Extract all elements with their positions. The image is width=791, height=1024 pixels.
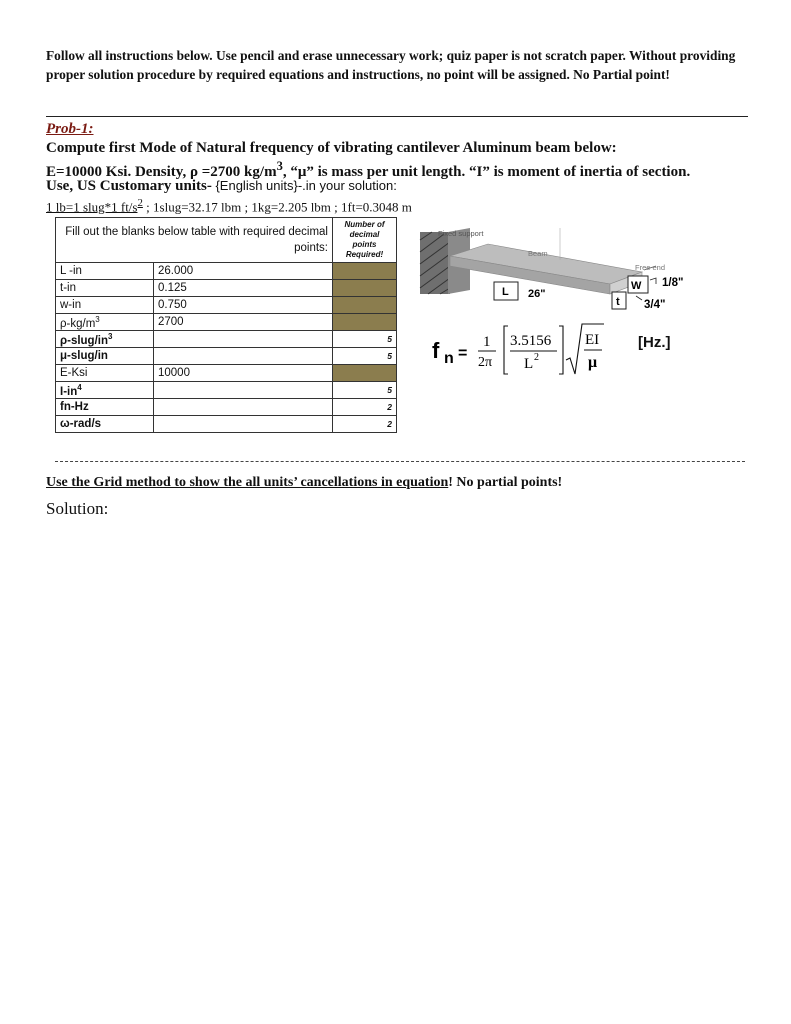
row-label — [56, 399, 154, 416]
formula-two-pi: 2π — [478, 355, 493, 370]
row-label-exponent: 3 — [108, 331, 113, 341]
row-label — [56, 382, 154, 399]
beam-label: Beam — [528, 249, 548, 258]
row-label — [56, 314, 154, 331]
row-label-text: ω-rad/s — [60, 418, 102, 430]
row-decimal-points: 5 — [333, 382, 397, 399]
formula-L: L — [524, 356, 534, 372]
table-row — [56, 365, 397, 382]
units-instruction-bold: Use, US Customary units- — [46, 178, 212, 194]
table-row — [56, 382, 397, 399]
row-label — [56, 348, 154, 365]
row-value[interactable]: 10000 — [154, 365, 333, 382]
row-decimal-points — [333, 280, 397, 297]
row-label — [56, 297, 154, 314]
bracket-right — [559, 326, 563, 374]
conversion-sup: 2 — [137, 197, 143, 209]
row-decimal-points: 2 — [333, 399, 397, 416]
row-value[interactable] — [154, 382, 333, 399]
row-value[interactable]: 0.750 — [154, 297, 333, 314]
table-header-row — [56, 218, 397, 263]
row-value[interactable]: 0.125 — [154, 280, 333, 297]
row-decimal-points — [333, 365, 397, 382]
table-row — [56, 263, 397, 280]
grid-method-rest: ! No partial points! — [448, 475, 563, 490]
width-value: 3/4" — [644, 299, 666, 311]
data-table — [55, 217, 397, 433]
table-header-main: Fill out the blanks below table with required decimal points: — [56, 218, 333, 263]
row-label-exponent: 4 — [77, 382, 82, 392]
dimension-arrow-thickness — [650, 278, 656, 284]
row-decimal-points: 5 — [333, 348, 397, 365]
cantilever-beam-figure — [410, 220, 700, 320]
row-value[interactable]: 26.000 — [154, 263, 333, 280]
formula-mu: μ — [588, 354, 598, 371]
problem-statement: Compute first Mode of Natural frequency of vibrating cantilever Aluminum beam below: — [46, 140, 617, 156]
row-label — [56, 416, 154, 433]
row-label-text: w-in — [60, 299, 82, 311]
row-label-text: I-in — [60, 385, 78, 398]
table-header-decimal-points: Number of decimal points Required! — [333, 218, 397, 263]
table-row — [56, 399, 397, 416]
table-row — [56, 416, 397, 433]
free-end-label: Free end — [635, 263, 666, 272]
row-label-text: E-Ksi — [60, 367, 88, 379]
length-box-label: L — [502, 286, 509, 298]
thickness-value: 1/8" — [662, 277, 684, 289]
row-label — [56, 280, 154, 297]
row-label — [56, 331, 154, 348]
table-row — [56, 331, 397, 348]
solution-label: Solution: — [46, 499, 109, 518]
divider — [46, 116, 748, 117]
row-label-exponent: 3 — [95, 314, 100, 324]
units-instruction-rest: {English units}-.in your solution: — [211, 178, 397, 193]
row-label-text: ρ-kg/m — [60, 317, 96, 330]
row-label — [56, 263, 154, 280]
formula-one: 1 — [483, 334, 491, 350]
row-decimal-points — [333, 297, 397, 314]
formula-coefficient: 3.5156 — [510, 333, 552, 349]
given-values-b: , “μ” is mass per unit length. “I” is moment of inertia of section. — [282, 164, 691, 180]
table-row — [56, 297, 397, 314]
thickness-box-label: t — [616, 296, 620, 308]
table-row — [56, 280, 397, 297]
given-values-a: E=10000 Ksi. Density, ρ =2700 kg/m — [46, 164, 277, 180]
dashed-divider — [55, 461, 745, 462]
row-label-text: L -in — [60, 265, 82, 277]
fixed-support-label: Fixed support — [438, 229, 484, 238]
row-value[interactable]: 2700 — [154, 314, 333, 331]
formula-equals: = — [458, 345, 468, 362]
dimension-arrow-width — [636, 296, 642, 300]
row-label — [56, 365, 154, 382]
row-label-text: fn-Hz — [60, 401, 89, 413]
natural-frequency-formula — [432, 322, 692, 380]
row-decimal-points: 5 — [333, 331, 397, 348]
bracket-left — [504, 326, 508, 374]
row-value[interactable] — [154, 348, 333, 365]
row-value[interactable] — [154, 416, 333, 433]
row-label-text: ρ-slug/in — [60, 334, 108, 347]
grid-method-instruction — [46, 475, 562, 491]
formula-L-exponent: 2 — [534, 352, 539, 363]
row-decimal-points — [333, 314, 397, 331]
given-values-sup: 3 — [276, 159, 283, 173]
table-row — [56, 314, 397, 331]
row-decimal-points — [333, 263, 397, 280]
grid-method-underlined: Use the Grid method to show the all units’ cancellations in equation — [46, 475, 449, 490]
row-label-text: t-in — [60, 282, 76, 294]
row-value[interactable] — [154, 399, 333, 416]
units-instruction — [46, 178, 397, 195]
row-decimal-points: 2 — [333, 416, 397, 433]
conversion-b: ; 1slug=32.17 lbm ; 1kg=2.205 lbm ; 1ft=0.3048 m — [142, 199, 412, 215]
instructions-text: Follow all instructions below. Use pencil and erase unnecessary work; quiz paper is not scratch paper. Without providing proper solution procedure by required equations and instructions, no point will be assigned. No Partial point! — [46, 48, 736, 82]
formula-n: n — [444, 350, 454, 367]
problem-title: Prob-1: — [46, 121, 94, 137]
units-hz: [Hz.] — [638, 334, 671, 351]
unit-conversions — [46, 197, 412, 215]
table-row — [56, 348, 397, 365]
formula-EI: EI — [585, 332, 600, 348]
row-value[interactable] — [154, 331, 333, 348]
width-box-label: W — [631, 280, 642, 292]
formula-f: f — [432, 338, 440, 363]
conversion-a: 1 lb=1 slug*1 ft/s — [46, 199, 138, 215]
length-value: 26" — [528, 288, 546, 300]
row-label-text: μ-slug/in — [60, 350, 108, 362]
